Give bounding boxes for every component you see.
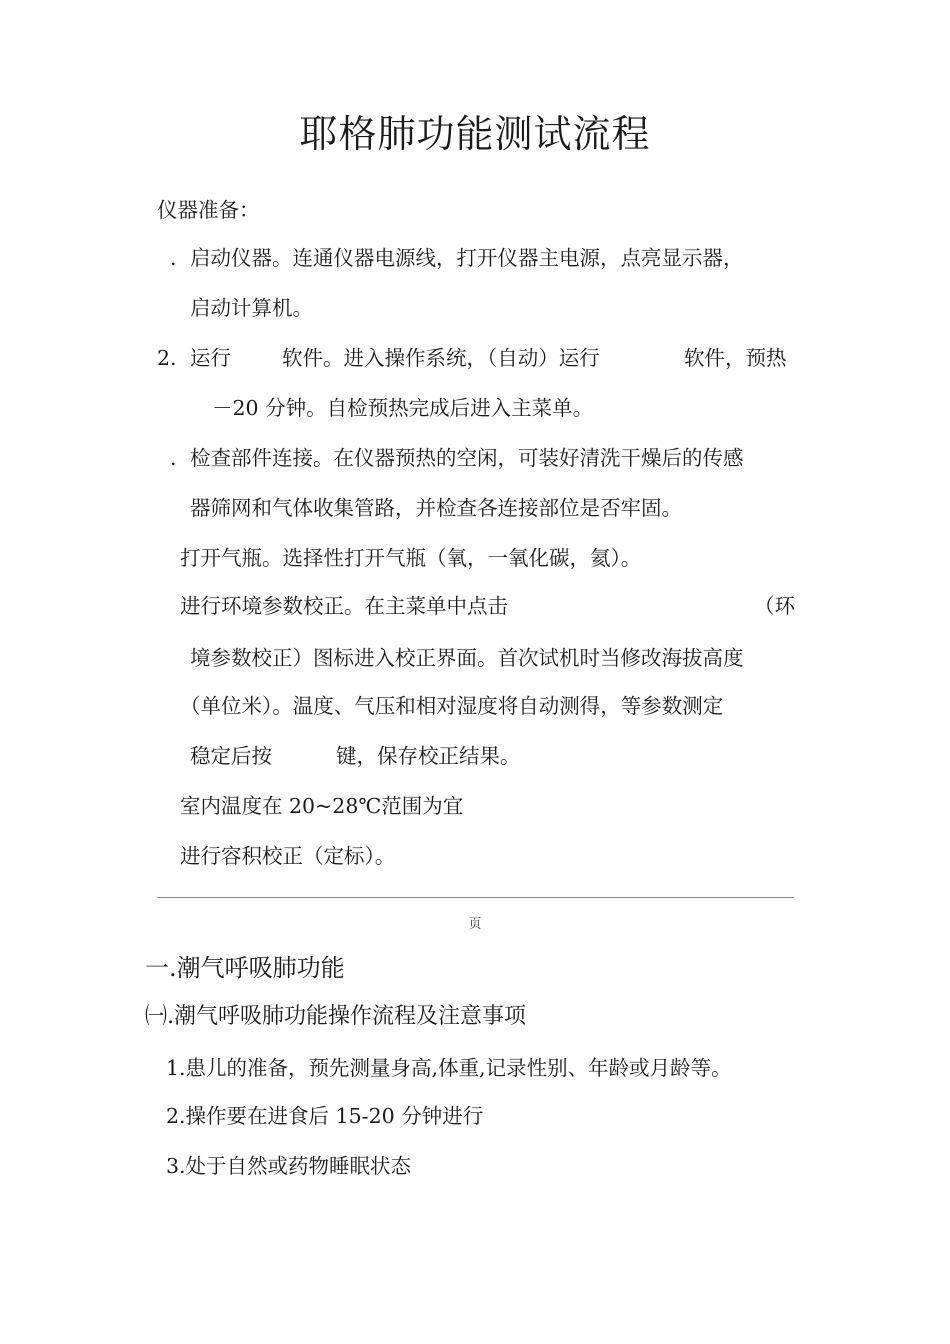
page-separator (157, 897, 794, 898)
section-instrument-prep: 仪器准备： (157, 198, 260, 222)
item5-line1a: 进行环境参数校正。在主菜单中点击 (180, 594, 508, 618)
item2-part-b: 软件。进入操作系统，（自动）运行 (282, 346, 600, 370)
item4-line: 打开气瓶。选择性打开气瓶（氧，一氧化碳，氦）。 (180, 546, 642, 570)
list-item: 1.患儿的准备，预先测量身高,体重,记录性别、年龄或月龄等。 (166, 1056, 732, 1080)
document-title: 耶格肺功能测试流程 (299, 112, 651, 156)
item5-line3: （单位米）。温度、气压和相对湿度将自动测得，等参数测定 (180, 694, 724, 718)
item6-line: 进行容积校正（定标）。 (180, 844, 396, 868)
page-label: 页 (468, 917, 482, 932)
item1-line1: 启动仪器。连通仪器电源线，打开仪器主电源，点亮显示器， (190, 246, 744, 270)
temperature-note: 室内温度在 20~28℃范围为宜 (180, 794, 464, 818)
item2-part-a: 运行 (190, 346, 231, 370)
list-item: 2.操作要在进食后 15-20 分钟进行 (166, 1104, 484, 1128)
item1-line2: 启动计算机。 (190, 296, 313, 320)
item5-line4a: 稳定后按 (190, 744, 272, 768)
item3-line1: 检查部件连接。在仪器预热的空闲，可装好清洗干燥后的传感 (190, 446, 744, 470)
item5-line2: 境参数校正）图标进入校正界面。首次试机时当修改海拔高度 (190, 646, 744, 670)
item5-line4b: 键，保存校正结果。 (336, 744, 521, 768)
list-item: 3.处于自然或药物睡眠状态 (166, 1154, 412, 1178)
item3-marker: . (170, 446, 177, 470)
item2-line2: －20 分钟。自检预热完成后进入主菜单。 (212, 396, 594, 420)
heading-tidal-breathing: 一.潮气呼吸肺功能 (145, 954, 345, 982)
item3-line2: 器筛网和气体收集管路，并检查各连接部位是否牢固。 (190, 496, 682, 520)
item2-part-c: 软件，预热 (684, 346, 787, 370)
item2-marker: 2. (157, 346, 177, 370)
item5-line1b: （环 (754, 594, 795, 618)
subheading-procedure: ㈠.潮气呼吸肺功能操作流程及注意事项 (145, 1004, 526, 1029)
item1-marker: . (170, 246, 177, 270)
